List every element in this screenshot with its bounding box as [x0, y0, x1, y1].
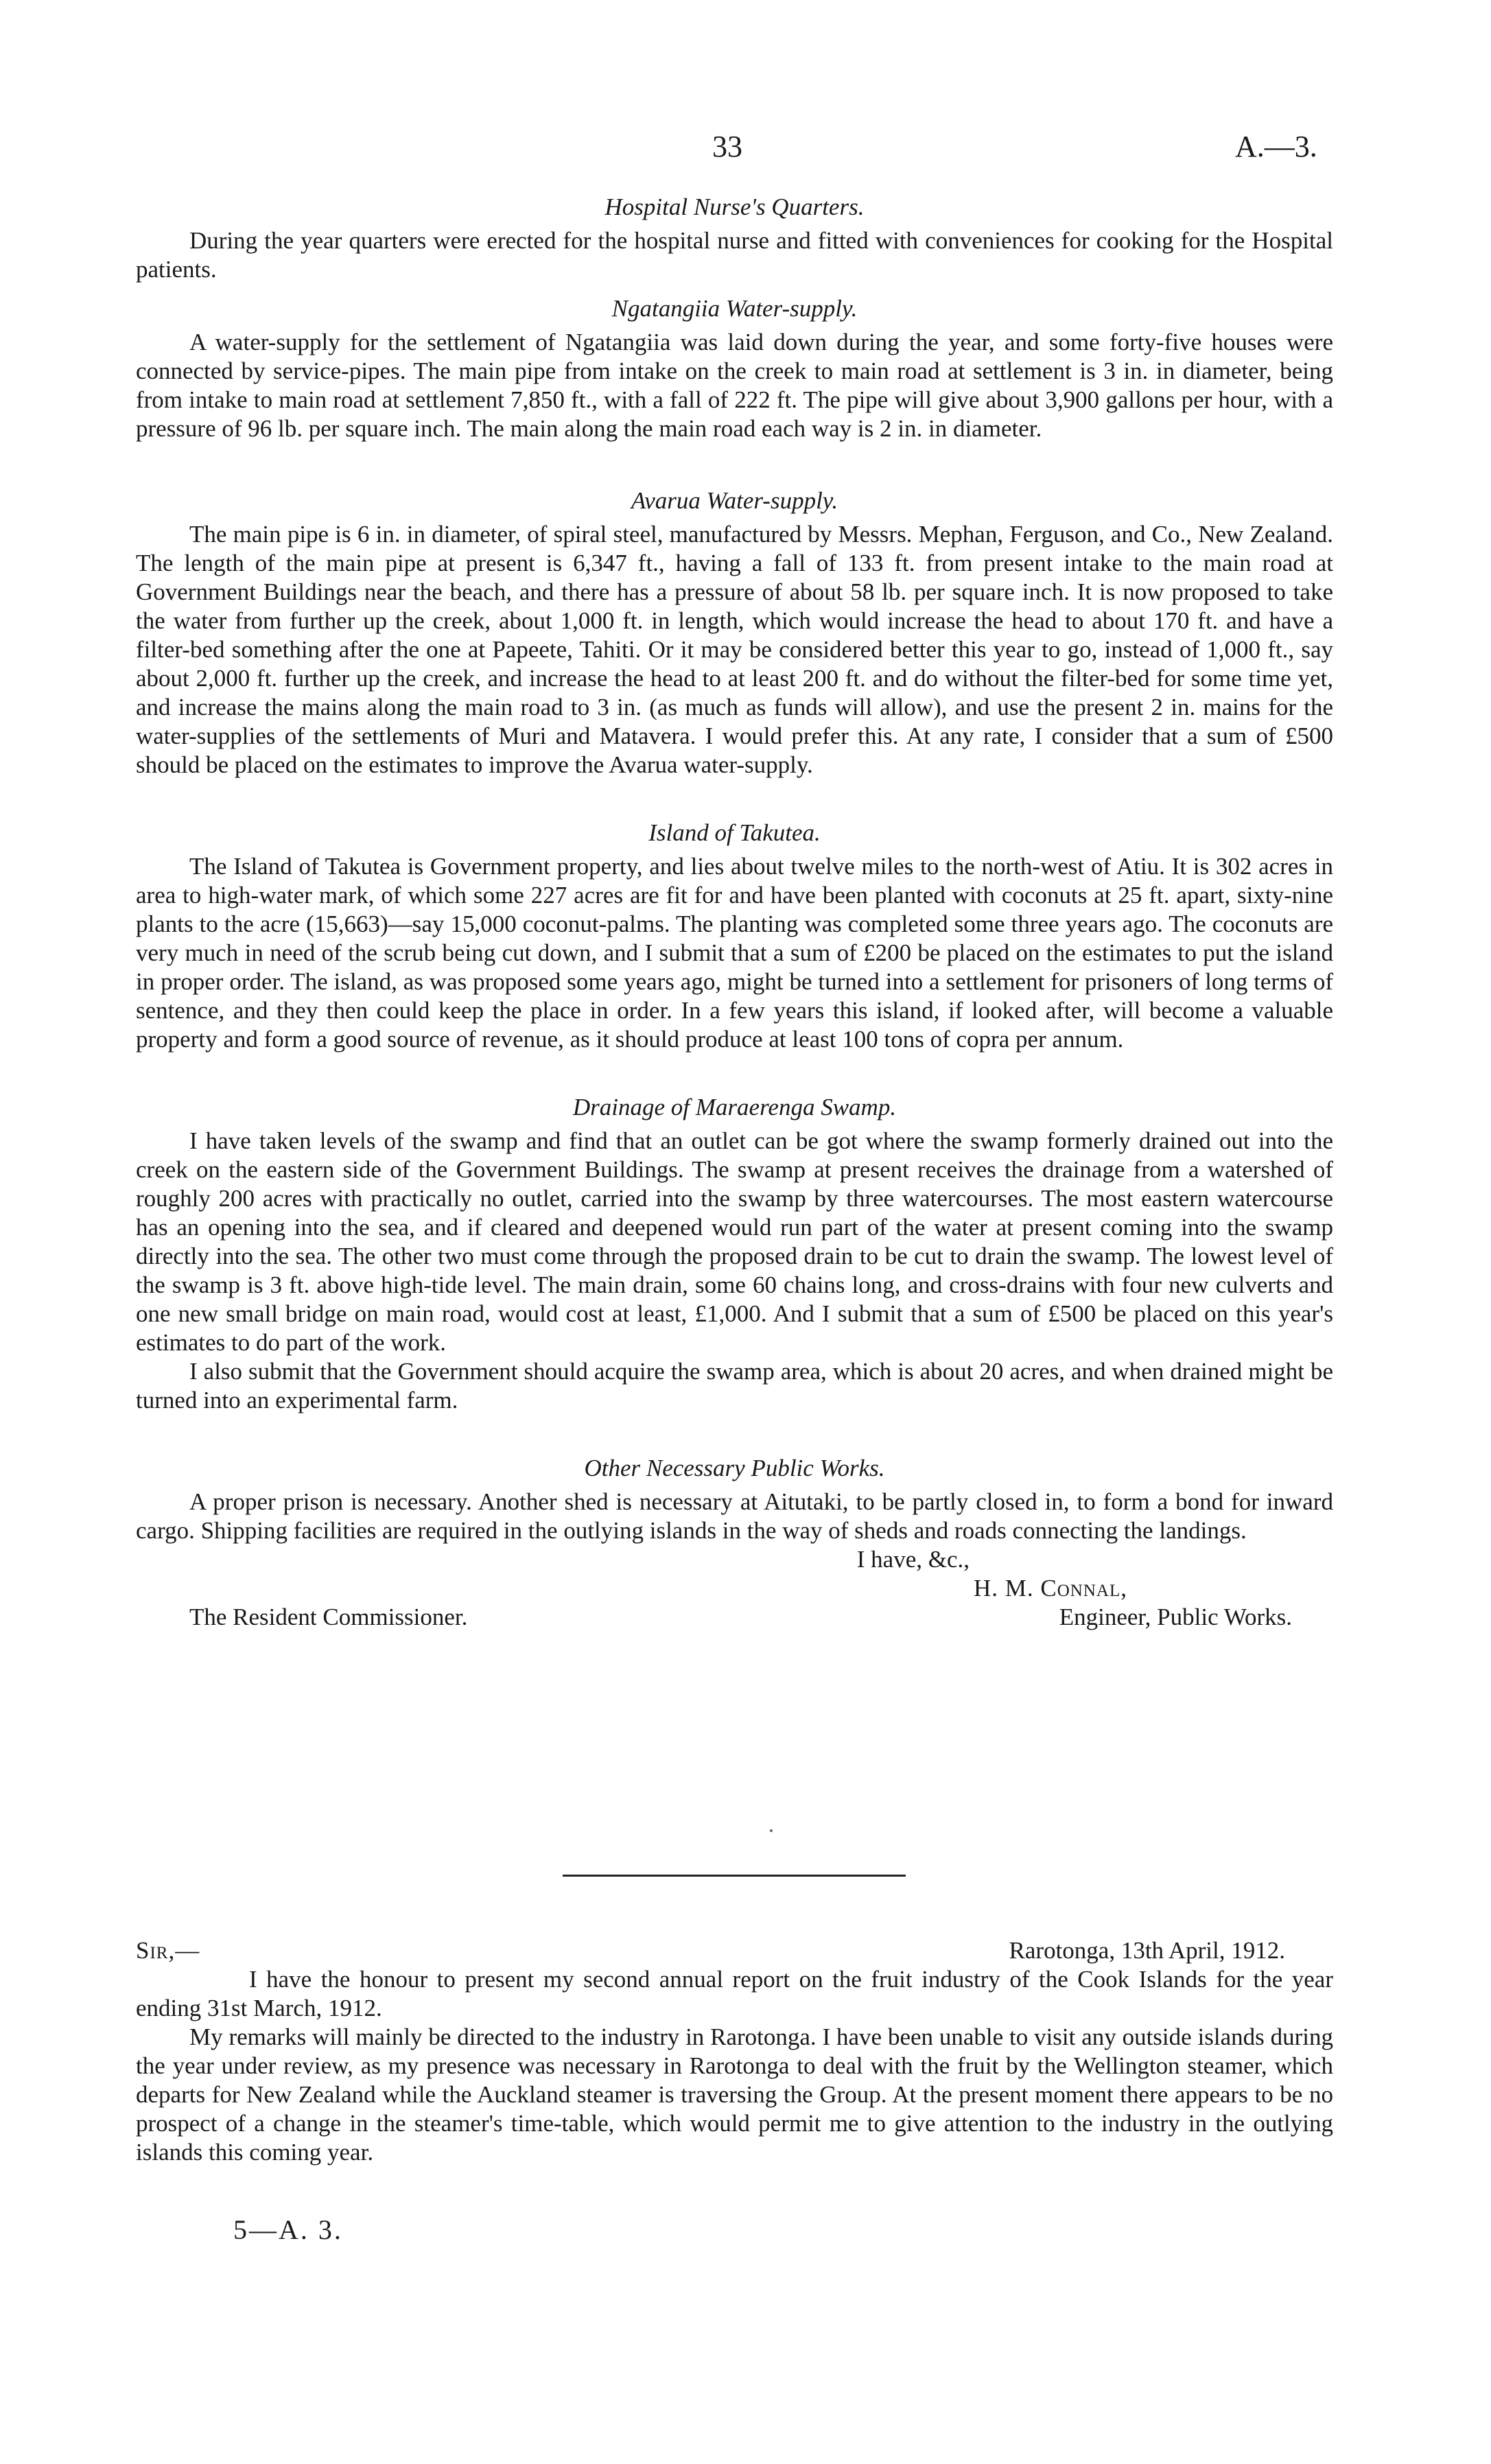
paragraph: I have taken levels of the swamp and find that an outlet can be got where the swamp formerly drained out into the creek on the eastern side of the Government Buildings. The swamp at present receives the drainage from a watershed of roughly 200 acres with practically no outlet, carried into the swamp by three watercourses. The most eastern watercourse has an opening into the sea, and if cleared and deepened would run part of the water at present coming into the swamp directly into the sea. The other two must come through the proposed drain to be cut to drain the swamp. The lowest level of the swamp is 3 ft. above high-tide level. The main drain, some 60 chains long, and cross-drains with four new culverts and one new small bridge on main road, would cost at least, £1,000. And I submit that a sum of £500 be placed on this year's estimates to do part of the work.: [136, 1127, 1333, 1356]
printer-signature-mark: 5—A. 3.: [233, 2214, 343, 2245]
section-maraerenga-drainage: [136, 1092, 1333, 1415]
section-avarua-water: [136, 486, 1333, 779]
section-heading: Other Necessary Public Works.: [584, 1455, 885, 1481]
paragraph: A proper prison is necessary. Another shed is necessary at Aitutaki, to be partly closed in, to form a bond for inward cargo. Shipping facilities are required in the outlying islands in the way of sheds and roads connecting the landings.: [136, 1488, 1333, 1544]
paragraph: During the year quarters were erected for the hospital nurse and fitted with conveniences for cooking for the Hospital patients.: [136, 227, 1333, 283]
section-heading: Ngatangiia Water-supply.: [611, 295, 858, 322]
print-speck: [770, 1829, 773, 1832]
addressee: The Resident Commissioner.: [189, 1604, 468, 1630]
section-heading: Hospital Nurse's Quarters.: [604, 193, 865, 220]
report-body: [136, 192, 1333, 1632]
closing-phrase: I have, &c.,: [856, 1546, 970, 1573]
section-divider: [563, 1875, 906, 1877]
letter-place-date: Rarotonga, 13th April, 1912.: [1009, 1937, 1285, 1964]
section-hospital-nurse: [136, 192, 1333, 284]
signatory-name: H. M. Connal,: [974, 1575, 1127, 1601]
fruit-industry-letter: [136, 1936, 1333, 2167]
paragraph: The Island of Takutea is Government property, and lies about twelve miles to the north-west of Atiu. It is 302 acres in area to high-water mark, of which some 227 acres are fit for and have been planted with coconuts at 25 ft. apart, sixty-nine plants to the acre (15,663)—say 15,000 coconut-palms. The planting was completed some three years ago. The coconuts are very much in need of the scrub being cut down, and I submit that a sum of £200 be placed on the estimates to put the island in proper order. The island, as was proposed some years ago, might be turned into a settlement for prisoners of long terms of sentence, and they then could keep the place in order. In a few years this island, if looked after, will become a valuable property and form a good source of revenue, as it should produce at least 100 tons of copra per annum.: [136, 853, 1333, 1053]
page-number: 33: [712, 130, 742, 163]
paragraph: The main pipe is 6 in. in diameter, of spiral steel, manufactured by Messrs. Mephan, Ferguson, and Co., New Zealand. The length of the main pipe at present is 6,347 ft., having a fall of 133 ft. from present intake to the main road at Government Buildings near the beach, and there has a pressure of about 58 lb. per square inch. It is now proposed to take the water from further up the creek, about 1,000 ft. in length, which would increase the head to about 170 ft. and have a filter-bed something after the one at Papeete, Tahiti. Or it may be considered better this year to go, instead of 1,000 ft., say about 2,000 ft. further up the creek, and increase the head to at least 200 ft. and do without the filter-bed for some time yet, and increase the mains along the main road to 3 in. (as much as funds will allow), and use the present 2 in. mains for the water-supplies of the settlements of Muri and Matavera. I would prefer this. At any rate, I consider that a sum of £500 should be placed on the estimates to improve the Avarua water-supply.: [136, 521, 1333, 778]
section-takutea: [136, 818, 1333, 1054]
signatory-title: Engineer, Public Works.: [1059, 1604, 1292, 1630]
closing-block: [136, 1545, 1333, 1632]
section-ngatangiia-water: [136, 294, 1333, 443]
letter-salutation: Sir,—: [136, 1937, 200, 1964]
section-other-works: [136, 1453, 1333, 1545]
paragraph: A water-supply for the settlement of Ngatangiia was laid down during the year, and some forty-five houses were connected by service-pipes. The main pipe from intake on the creek to main road at settlement is 3 in. in diameter, being from intake to main road at settlement 7,850 ft., with a fall of 222 ft. The pipe will give about 3,900 gallons per hour, with a pressure of 96 lb. per square inch. The main along the main road each way is 2 in. in diameter.: [136, 329, 1333, 442]
section-heading: Avarua Water-supply.: [631, 487, 838, 514]
paragraph: I have the honour to present my second annual report on the fruit industry of the Cook Islands for the year ending 31st March, 1912.: [136, 1966, 1333, 2021]
document-reference: A.—3.: [1235, 130, 1317, 163]
section-heading: Drainage of Maraerenga Swamp.: [572, 1094, 897, 1120]
paragraph: I also submit that the Government should acquire the swamp area, which is about 20 acres, and when drained might be turned into an experimental farm.: [136, 1358, 1333, 1413]
section-heading: Island of Takutea.: [648, 819, 821, 846]
paragraph: My remarks will mainly be directed to the industry in Rarotonga. I have been unable to visit any outside islands during the year under review, as my presence was necessary in Rarotonga to deal with the fruit by the Wellington steamer, which departs for New Zealand while the Auckland steamer is traversing the Group. At the present moment there appears to be no prospect of a change in the steamer's time-table, which would permit me to give attention to the industry in the outlying islands this coming year.: [136, 2023, 1333, 2166]
